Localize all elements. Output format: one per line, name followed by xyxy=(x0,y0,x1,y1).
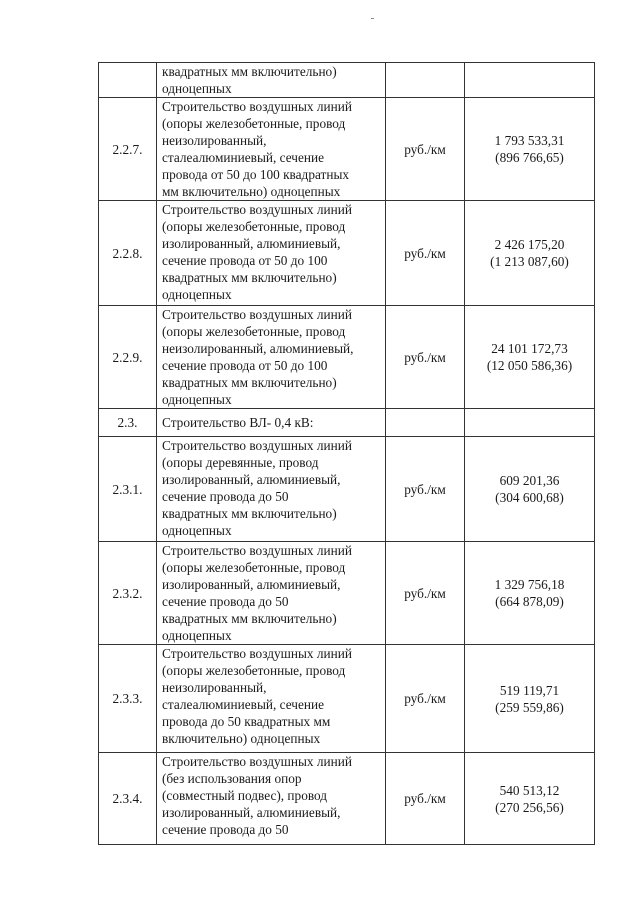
price-value-secondary: (896 766,65) xyxy=(495,150,564,165)
unit-cell: руб./км xyxy=(386,542,465,645)
description-line: Строительство воздушных линий xyxy=(162,543,352,558)
price-value-secondary: (304 600,68) xyxy=(495,490,564,505)
unit-cell: руб./км xyxy=(386,753,465,845)
scan-speck xyxy=(371,18,374,19)
description-line: Строительство воздушных линий xyxy=(162,754,352,769)
item-number: 2.2.9. xyxy=(99,306,157,409)
description-line: изолированный, алюминиевый, xyxy=(162,805,341,820)
price-value: 540 513,12 xyxy=(499,782,560,798)
description-line: квадратных мм включительно) xyxy=(162,270,337,285)
item-description xyxy=(157,753,386,845)
price-value: 1 793 533,31 xyxy=(494,133,565,148)
description-line: (без использования опор xyxy=(162,771,302,786)
description-line: Строительство воздушных линий xyxy=(162,646,352,661)
price-value-secondary: (270 256,56) xyxy=(495,799,564,815)
price-value-secondary: (664 878,09) xyxy=(495,594,564,609)
table-row xyxy=(99,63,595,98)
description-line: сечение провода до 50 xyxy=(162,594,289,609)
unit-cell: руб./км xyxy=(386,201,465,306)
table-row xyxy=(99,645,595,753)
price-cell xyxy=(465,306,595,409)
item-description xyxy=(157,409,386,437)
table-row xyxy=(99,98,595,201)
description-line: (опоры железобетонные, провод xyxy=(162,219,346,234)
description-line: сечение провода от 50 до 100 xyxy=(162,358,328,373)
description-line: (совместный подвес), провод xyxy=(162,788,328,803)
table-row xyxy=(99,437,595,542)
description-line: сечение провода от 50 до 100 xyxy=(162,253,328,268)
table-row xyxy=(99,542,595,645)
description-line: неизолированный, xyxy=(162,133,267,148)
description-line: изолированный, алюминиевый, xyxy=(162,236,341,251)
price-value-secondary: (12 050 586,36) xyxy=(486,358,573,373)
description-line: провода до 50 квадратных мм xyxy=(162,714,331,729)
description-line: провода от 50 до 100 квадратных xyxy=(162,167,350,182)
description-line: одноцепных xyxy=(162,287,232,302)
price-cell xyxy=(465,542,595,645)
unit-cell: руб./км xyxy=(386,306,465,409)
item-description xyxy=(157,645,386,753)
price-cell xyxy=(465,201,595,306)
description-line: квадратных мм включительно) xyxy=(162,506,337,521)
price-cell xyxy=(465,409,595,437)
price-cell xyxy=(465,98,595,201)
item-description xyxy=(157,306,386,409)
item-description xyxy=(157,98,386,201)
table-row xyxy=(99,306,595,409)
item-number: 2.2.8. xyxy=(99,201,157,306)
price-cell xyxy=(465,645,595,753)
description-line: включительно) одноцепных xyxy=(162,731,321,746)
table-row xyxy=(99,201,595,306)
item-number xyxy=(99,63,157,98)
description-line: (опоры железобетонные, провод xyxy=(162,324,346,339)
description-line: Строительство воздушных линий xyxy=(162,202,352,217)
description-line: (опоры железобетонные, провод xyxy=(162,116,346,131)
price-cell xyxy=(465,63,595,98)
price-value-secondary: (259 559,86) xyxy=(495,699,564,715)
item-description xyxy=(157,201,386,306)
table-row xyxy=(99,753,595,845)
description-line: сечение провода до 50 xyxy=(162,489,289,504)
description-line: изолированный, алюминиевый, xyxy=(162,472,341,487)
description-line: изолированный, алюминиевый, xyxy=(162,577,341,592)
description-line: мм включительно) одноцепных xyxy=(162,184,341,199)
description-line: (опоры деревянные, провод xyxy=(162,455,319,470)
price-value: 519 119,71 xyxy=(499,682,560,698)
item-description xyxy=(157,63,386,98)
item-number: 2.2.7. xyxy=(99,98,157,201)
item-number: 2.3.1. xyxy=(99,437,157,542)
table-row xyxy=(99,409,595,437)
description-line: сталеалюминиевый, сечение xyxy=(162,150,325,165)
unit-cell xyxy=(386,63,465,98)
description-line: Строительство ВЛ- 0,4 кВ: xyxy=(162,415,314,430)
description-line: сечение провода до 50 xyxy=(162,822,289,837)
unit-cell: руб./км xyxy=(386,645,465,753)
unit-cell xyxy=(386,409,465,437)
item-description xyxy=(157,437,386,542)
price-value: 609 201,36 xyxy=(499,473,560,488)
unit-cell: руб./км xyxy=(386,437,465,542)
description-line: (опоры железобетонные, провод xyxy=(162,560,346,575)
description-line: квадратных мм включительно) xyxy=(162,64,337,79)
item-description xyxy=(157,542,386,645)
tariff-table xyxy=(98,62,595,845)
description-line: неизолированный, алюминиевый, xyxy=(162,341,354,356)
price-cell xyxy=(465,437,595,542)
price-cell xyxy=(465,753,595,845)
description-line: одноцепных xyxy=(162,628,232,643)
price-value: 1 329 756,18 xyxy=(494,577,565,592)
item-number: 2.3.4. xyxy=(99,753,157,845)
description-line: сталеалюминиевый, сечение xyxy=(162,697,325,712)
description-line: (опоры железобетонные, провод xyxy=(162,663,346,678)
item-number: 2.3.2. xyxy=(99,542,157,645)
description-line: Строительство воздушных линий xyxy=(162,438,352,453)
unit-cell: руб./км xyxy=(386,98,465,201)
item-number: 2.3. xyxy=(99,409,157,437)
description-line: Строительство воздушных линий xyxy=(162,307,352,322)
price-value: 2 426 175,20 xyxy=(494,237,565,252)
description-line: одноцепных xyxy=(162,523,232,538)
item-number: 2.3.3. xyxy=(99,645,157,753)
description-line: одноцепных xyxy=(162,392,232,407)
description-line: квадратных мм включительно) xyxy=(162,611,337,626)
description-line: одноцепных xyxy=(162,81,232,96)
price-value: 24 101 172,73 xyxy=(491,341,568,356)
price-value-secondary: (1 213 087,60) xyxy=(490,254,569,269)
description-line: Строительство воздушных линий xyxy=(162,99,352,114)
description-line: квадратных мм включительно) xyxy=(162,375,337,390)
description-line: неизолированный, xyxy=(162,680,267,695)
